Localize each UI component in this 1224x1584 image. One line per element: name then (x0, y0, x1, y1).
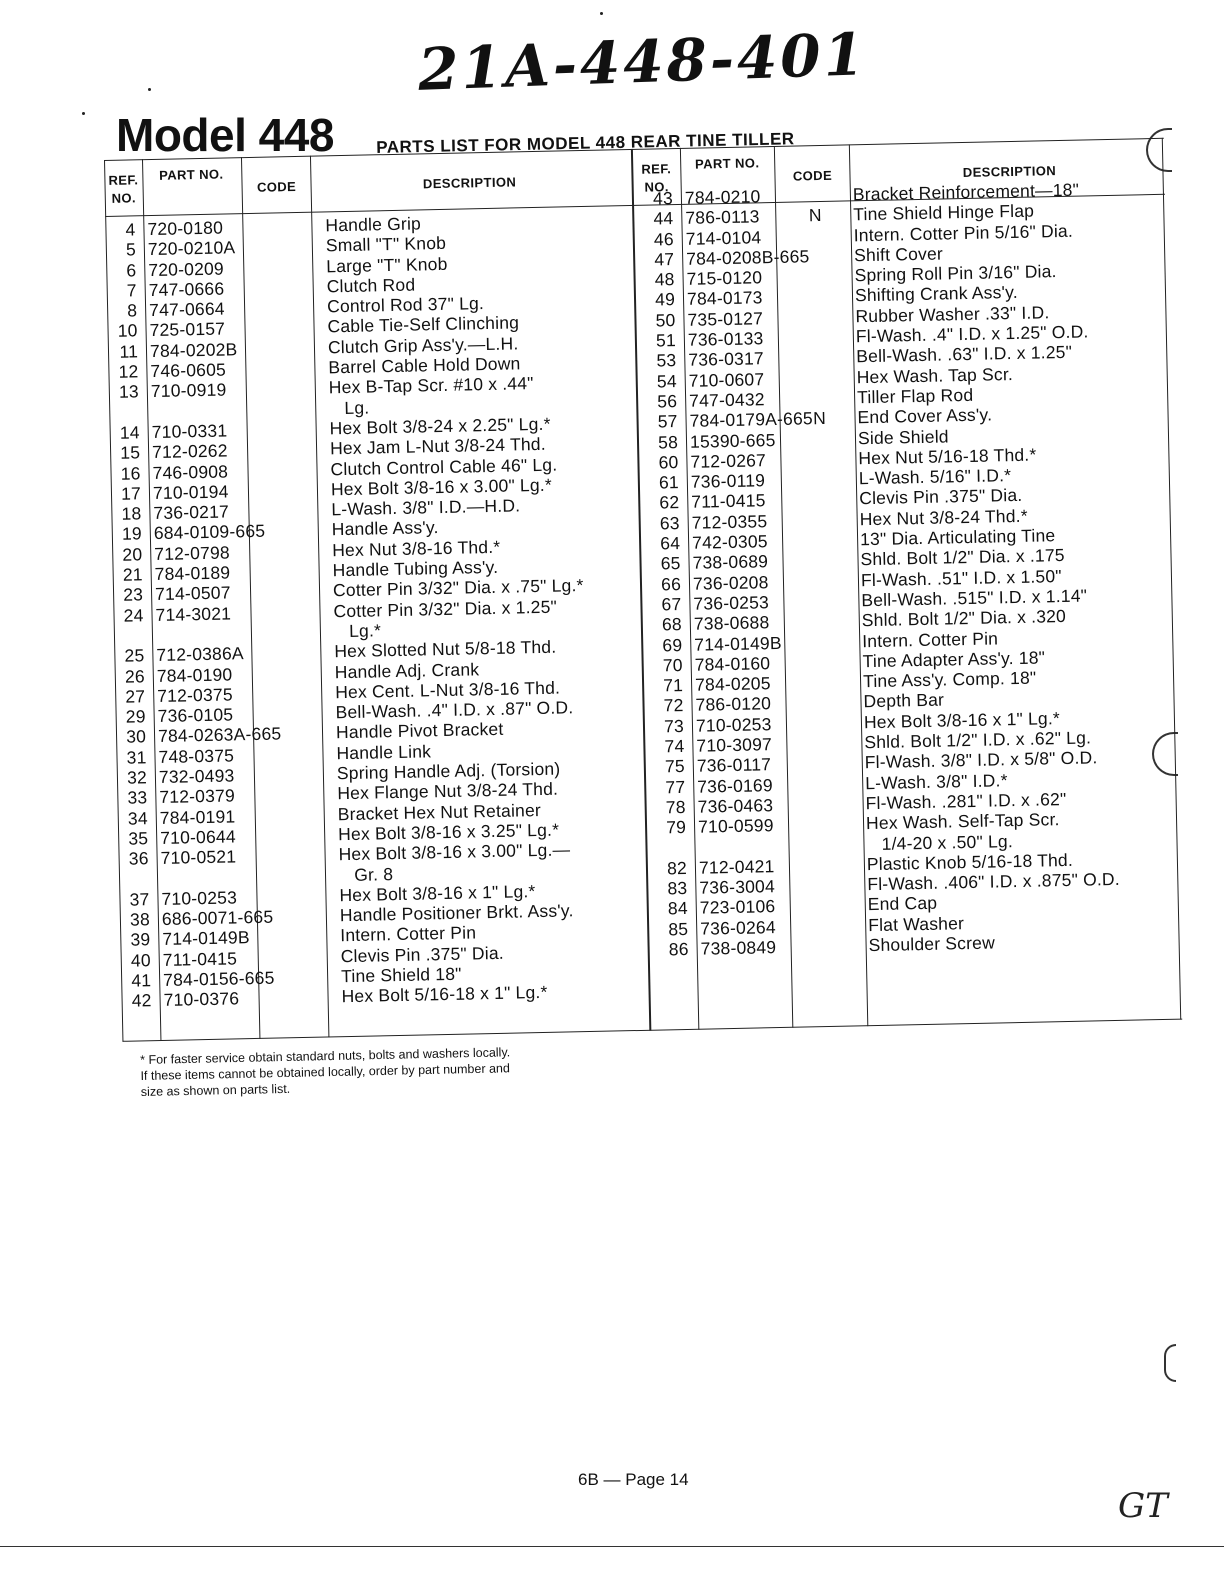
ref-no-cell: 20 (122, 544, 143, 565)
code-cell (799, 367, 839, 388)
part-no-cell: 738-0849 (700, 937, 777, 959)
description-cell: Hex Bolt 3/8-16 x 3.00" Lg.— (338, 839, 571, 865)
part-no-cell: 714-3021 (155, 603, 232, 625)
ref-no-cell: 24 (123, 604, 144, 626)
description-cell: Handle Positioner Brkt. Ass'y. (339, 900, 574, 926)
ref-no-cell: 30 (126, 726, 147, 748)
part-no-cell: 736-0133 (687, 328, 764, 350)
description-cell: Clevis Pin .375" Dia. (859, 485, 1023, 509)
description-cell: Clutch Rod (326, 274, 416, 297)
part-no-cell: 736-0208 (692, 571, 769, 594)
description-cell: Bracket Hex Nut Retainer (337, 799, 542, 824)
footnote-line: * For faster service obtain standard nuts, bolts and washers locally. (140, 1045, 511, 1067)
part-no-cell: 736-0463 (697, 795, 774, 817)
ref-no-cell: 77 (665, 776, 686, 797)
part-no-cell: 715-0120 (686, 267, 763, 290)
part-no-cell: 710-3097 (696, 734, 773, 756)
code-cell (805, 672, 845, 693)
parts-table (104, 138, 1182, 1042)
part-no-cell: 720-0209 (148, 258, 225, 280)
right-description-column (853, 178, 1174, 955)
part-no-cell: 784-0190 (156, 663, 233, 686)
parts-list-heading: PARTS LIST FOR MODEL 448 REAR TINE TILLER (376, 129, 795, 157)
part-no-cell: 735-0127 (687, 308, 764, 330)
description-cell: Hex Nut 3/8-24 Thd.* (859, 505, 1028, 530)
part-no-cell: 710-0599 (697, 815, 774, 837)
code-cell (807, 773, 847, 794)
description-cell: Tine Shield 18" (340, 963, 462, 987)
footnote-line: If these items cannot be obtained locally, order by part number and (140, 1061, 511, 1083)
description-cell: Handle Adj. Crank (334, 658, 480, 682)
ref-no-cell: 39 (130, 929, 151, 951)
left-description-column (325, 209, 642, 1007)
part-no-cell: 746-0605 (150, 359, 227, 382)
ref-no-cell: 5 (125, 239, 137, 260)
description-cell: Hex Wash. Tap Scr. (856, 363, 1014, 387)
part-no-cell: 710-0919 (150, 379, 227, 402)
ref-no-cell: 79 (666, 817, 687, 838)
description-cell: Handle Pivot Bracket (335, 719, 504, 743)
description-cell: Handle Ass'y. (331, 517, 439, 540)
code-cell (809, 875, 849, 896)
part-no-cell: 784-0189 (154, 562, 231, 585)
part-no-cell: 736-0119 (690, 470, 766, 492)
description-cell: Small "T" Knob (325, 233, 447, 256)
ref-no-cell: 70 (662, 654, 683, 676)
ref-no-cell: 35 (128, 828, 149, 849)
ref-no-cell: 16 (120, 462, 141, 484)
part-no-cell: 784-0173 (686, 287, 763, 310)
part-no-cell: 712-0379 (159, 785, 236, 808)
code-cell (805, 692, 845, 713)
description-cell: 13" Dia. Articulating Tine (859, 525, 1056, 550)
description-cell: Hex B-Tap Scr. #10 x .44" (328, 373, 534, 398)
code-cell: N (812, 408, 827, 429)
part-no-cell: 784-0202B (149, 339, 238, 361)
description-cell: Handle Tubing Ass'y. (332, 556, 499, 581)
bottom-rule (0, 1546, 1224, 1547)
ref-no-cell: 85 (668, 918, 689, 940)
ref-no-cell: 17 (120, 483, 142, 504)
header-code: CODE (256, 178, 297, 195)
ref-no-cell: 29 (125, 706, 146, 727)
header-ref-no: REF. NO. (641, 161, 672, 195)
part-no-cell: 712-0386A (156, 643, 245, 666)
description-cell: Hex Bolt 3/8-24 x 2.25" Lg.* (329, 413, 551, 439)
description-cell: Depth Bar (863, 689, 945, 712)
code-cell (809, 854, 849, 875)
code-cell: N (808, 205, 822, 226)
code-cell (795, 185, 835, 206)
ref-no-cell: 11 (119, 341, 139, 362)
description-cell: Hex Bolt 3/8-16 x 1" Lg.* (339, 880, 536, 906)
part-no-cell: 712-0262 (151, 440, 228, 463)
part-no-cell: 710-0253 (161, 887, 238, 909)
part-no-cell: 712-0798 (154, 542, 231, 564)
ref-no-cell: 69 (662, 634, 683, 655)
description-cell: Bell-Wash. .4" I.D. x .87" O.D. (335, 697, 574, 723)
part-no-cell: 732-0493 (158, 765, 235, 787)
ref-no-cell: 25 (124, 645, 145, 666)
ref-no-cell: 23 (123, 584, 144, 606)
code-cell (808, 814, 848, 835)
ref-no-cell: 38 (129, 909, 151, 930)
code-cell (799, 388, 839, 409)
ref-no-cell: 10 (117, 320, 138, 342)
description-cell: Hex Slotted Nut 5/8-18 Thd. (334, 636, 557, 662)
code-cell (806, 733, 846, 754)
description-cell: Control Rod 37" Lg. (326, 293, 485, 317)
ref-no-cell: 6 (126, 259, 137, 281)
ref-no-cell: 43 (652, 188, 674, 209)
part-no-cell: 15390-665 (689, 429, 776, 452)
part-no-cell: 725-0157 (149, 318, 226, 341)
part-no-cell: 748-0375 (158, 745, 235, 767)
header-code: CODE (792, 167, 833, 184)
description-cell: Spring Handle Adj. (Torsion) (336, 758, 561, 784)
scan-speck (82, 112, 85, 115)
header-part-no: PART NO. (694, 155, 760, 172)
handwritten-corner-mark: GT (1118, 1486, 1168, 1526)
ref-no-cell: 71 (663, 675, 684, 696)
code-cell (797, 306, 837, 327)
description-cell: Hex Wash. Self-Tap Scr. (865, 809, 1060, 834)
part-no-cell: 720-0180 (147, 217, 224, 240)
description-cell: Hex Cent. L-Nut 3/8-16 Thd. (334, 677, 561, 703)
description-cell: End Cap (867, 893, 938, 915)
description-cell: Shld. Bolt 1/2" I.D. x .62" Lg. (864, 727, 1092, 753)
description-cell: Handle Link (336, 741, 432, 763)
ref-no-cell: 57 (657, 411, 678, 432)
ref-no-cell: 73 (663, 715, 685, 737)
description-cell: Fl-Wash. .4" I.D. x 1.25" O.D. (855, 321, 1089, 347)
code-cell (796, 246, 836, 267)
part-no-cell: 712-0355 (691, 510, 768, 533)
description-cell: Hex Bolt 3/8-16 x 1" Lg.* (863, 707, 1061, 732)
ref-no-cell: 41 (131, 970, 152, 991)
description-cell: Fl-Wash. .281" I.D. x .62" (865, 788, 1067, 814)
code-cell (801, 509, 841, 530)
description-cell: Tine Shield Hinge Flap (853, 200, 1035, 225)
ref-no-cell: 83 (667, 878, 688, 899)
ref-no-cell: 86 (668, 938, 689, 960)
header-description: DESCRIPTION (962, 163, 1057, 181)
scan-speck (600, 12, 603, 15)
code-cell (797, 286, 837, 307)
part-no-cell: 712-0375 (157, 684, 233, 706)
part-no-cell: 711-0415 (162, 948, 238, 970)
description-cell: Shld. Bolt 1/2" Dia. x .320 (861, 606, 1067, 631)
page-number: 6B — Page 14 (578, 1470, 689, 1489)
code-cell (804, 651, 844, 672)
description-cell: Shift Cover (853, 243, 944, 266)
ref-no-cell: 44 (653, 208, 674, 229)
ref-no-cell: 7 (126, 280, 137, 301)
description-cell: Plastic Knob 5/16-18 Thd. (866, 849, 1074, 874)
part-no-cell: 736-0117 (696, 754, 772, 777)
ref-no-cell: 74 (664, 735, 685, 757)
ref-no-cell: 13 (118, 381, 140, 403)
description-cell: Lg.* (333, 620, 382, 642)
part-no-cell: 712-0421 (698, 855, 775, 878)
ref-no-cell: 40 (130, 949, 151, 971)
description-cell: Tine Ass'y. Comp. 18" (862, 667, 1037, 692)
code-cell (800, 449, 840, 470)
ref-no-cell: 36 (128, 848, 149, 869)
ref-no-cell: 42 (131, 990, 152, 1011)
part-no-cell: 747-0664 (148, 298, 225, 321)
part-no-cell: 784-0208B-665 (685, 246, 810, 269)
ref-no-cell: 62 (659, 492, 680, 513)
description-cell: Cable Tie-Self Clinching (327, 312, 520, 337)
code-cell (796, 266, 836, 287)
ref-no-cell: 67 (661, 593, 682, 615)
description-cell: Hex Nut 5/16-18 Thd.* (858, 444, 1037, 469)
part-no-cell: 738-0688 (693, 612, 770, 634)
description-cell: Hex Bolt 3/8-16 x 3.25" Lg.* (337, 819, 560, 845)
footnote-line: size as shown on parts list. (140, 1081, 291, 1099)
code-cell (806, 712, 846, 733)
ref-no-cell: 32 (126, 767, 148, 788)
ref-no-cell: 75 (664, 756, 686, 777)
part-no-cell: 784-0191 (159, 806, 236, 828)
description-cell: Barrel Cable Hold Down (328, 353, 521, 378)
ref-no-cell: 64 (660, 533, 681, 554)
ref-no-cell: 56 (657, 391, 678, 412)
description-cell: Flat Washer (867, 912, 965, 935)
description-cell: Intern. Cotter Pin (340, 922, 477, 946)
code-cell (810, 895, 850, 916)
ref-no-cell: 65 (660, 553, 681, 574)
description-cell: Bell-Wash. .63" I.D. x 1.25" (856, 342, 1073, 367)
part-no-cell: 736-0253 (693, 592, 770, 614)
code-cell (796, 225, 836, 246)
part-no-cell: 747-0666 (148, 278, 225, 300)
scan-speck (148, 88, 151, 91)
ref-no-cell: 31 (126, 746, 147, 768)
binder-hole-mark (1164, 1344, 1176, 1382)
ref-no-cell: 14 (119, 422, 140, 443)
part-no-cell: 784-0210 (684, 186, 761, 208)
header-part-no: PART NO. (158, 166, 224, 183)
ref-no-cell: 48 (654, 269, 675, 290)
ref-no-cell (648, 837, 686, 858)
part-no-cell: 784-0160 (694, 652, 771, 675)
ref-no-cell: 53 (656, 350, 677, 371)
ref-no-cell (109, 402, 139, 423)
part-no-cell: 686-0071-665 (161, 906, 274, 930)
handwritten-model-id: 21A-448-401 (416, 20, 869, 104)
code-cell (803, 591, 843, 612)
description-cell: Shifting Crank Ass'y. (854, 282, 1019, 306)
part-no-cell: 747-0432 (688, 389, 765, 411)
part-no-cell: 684-0109-665 (153, 521, 266, 544)
part-no-cell: 710-0331 (151, 420, 228, 443)
code-cell (810, 915, 850, 936)
part-no-cell: 710-0194 (152, 481, 229, 503)
ref-no-cell (114, 625, 144, 646)
description-cell: Cotter Pin 3/32" Dia. x 1.25" (333, 596, 558, 621)
part-no-cell: 784-0205 (694, 673, 771, 695)
left-part-column (147, 216, 324, 1011)
description-cell: Fl-Wash. .406" I.D. x .875" O.D. (867, 868, 1121, 895)
ref-no-cell: 50 (655, 309, 676, 331)
description-cell: Bell-Wash. .515" I.D. x 1.14" (861, 585, 1088, 611)
part-no-cell: 736-3004 (699, 876, 776, 898)
ref-no-cell: 51 (655, 330, 677, 351)
ref-no-cell: 49 (654, 289, 676, 310)
footnote (140, 1044, 511, 1100)
part-no-cell: 710-0607 (688, 368, 765, 391)
ref-no-cell: 12 (118, 361, 139, 382)
ref-no-cell: 47 (654, 248, 675, 270)
code-cell (807, 793, 847, 814)
part-no-cell: 711-0415 (691, 490, 766, 513)
part-no-cell: 736-0217 (153, 501, 230, 524)
ref-no-cell: 60 (658, 451, 679, 473)
description-cell: Hex Bolt 3/8-16 x 3.00" Lg.* (330, 474, 553, 500)
part-no-cell: 784-0179A-665 (689, 408, 814, 432)
part-no-cell: 736-0169 (697, 774, 774, 797)
ref-no-cell: 26 (124, 665, 146, 687)
description-cell: Intern. Cotter Pin 5/16" Dia. (853, 220, 1074, 245)
code-cell (810, 936, 850, 957)
part-no-cell: 736-0105 (157, 704, 234, 727)
part-no-cell: 786-0120 (695, 693, 772, 716)
code-cell (804, 611, 844, 632)
code-cell (808, 834, 848, 855)
code-cell (801, 489, 841, 510)
description-cell: Hex Flange Nut 3/8-24 Thd. (337, 778, 559, 804)
ref-no-cell: 58 (657, 431, 679, 453)
description-cell: Clutch Grip Ass'y.—L.H. (327, 333, 519, 358)
part-no-cell: 738-0689 (692, 551, 769, 574)
part-no-cell: 712-0267 (690, 450, 767, 472)
description-cell: Gr. 8 (338, 863, 394, 885)
code-cell (800, 428, 840, 449)
description-cell: Tine Adapter Ass'y. 18" (862, 647, 1046, 672)
description-cell: Intern. Cotter Pin (862, 627, 999, 651)
ref-no-cell: 72 (663, 695, 684, 716)
description-cell: Bracket Reinforcement—18" (852, 179, 1080, 205)
description-cell: Hex Bolt 5/16-18 x 1" Lg.* (341, 982, 548, 1007)
ref-no-cell (119, 869, 149, 890)
description-cell: Rubber Washer .33" I.D. (855, 302, 1050, 327)
part-no-cell: 723-0106 (699, 896, 776, 919)
description-cell: Lg. (329, 397, 370, 419)
description-cell: Large "T" Knob (326, 253, 448, 276)
part-no-cell: 714-0104 (685, 226, 762, 249)
ref-no-cell: 68 (661, 614, 683, 635)
code-cell (804, 631, 844, 652)
ref-no-cell: 54 (656, 370, 677, 392)
code-cell (803, 570, 843, 591)
ref-no-cell: 84 (667, 898, 689, 919)
description-cell: Clevis Pin .375" Dia. (340, 942, 505, 966)
ref-no-cell: 66 (660, 573, 682, 595)
description-cell: Cotter Pin 3/32" Dia. x .75" Lg.* (332, 575, 584, 601)
description-cell: Hex Jam L-Nut 3/8-24 Thd. (329, 434, 547, 459)
description-cell: Shoulder Screw (868, 932, 996, 956)
part-no-cell: 784-0156-665 (162, 967, 275, 990)
description-cell: Spring Roll Pin 3/16" Dia. (854, 261, 1057, 286)
part-no-cell: 736-0264 (700, 916, 776, 939)
ref-no-cell: 34 (127, 807, 148, 829)
ref-no-cell: 18 (121, 503, 142, 524)
ref-no-cell: 61 (658, 472, 680, 493)
description-cell: Clutch Control Cable 46" Lg. (330, 454, 558, 479)
code-cell (802, 530, 842, 551)
code-cell (802, 550, 842, 571)
code-cell (798, 327, 838, 348)
part-no-cell: 786-0113 (685, 206, 760, 229)
ref-no-cell: 8 (127, 300, 138, 321)
part-no-cell: 746-0908 (152, 461, 229, 483)
part-no-cell: 710-0253 (695, 713, 772, 736)
code-cell (807, 753, 847, 774)
description-cell: L-Wash. 3/8" I.D.—H.D. (331, 495, 521, 520)
ref-no-cell: 19 (121, 523, 143, 545)
description-cell: L-Wash. 5/16" I.D.* (858, 465, 1012, 489)
part-no-cell: 714-0149B (694, 632, 782, 655)
model-title: Model 448 (116, 109, 334, 161)
description-cell: Side Shield (857, 425, 949, 448)
header-description: DESCRIPTION (422, 174, 517, 192)
description-cell: Tiller Flap Rod (856, 384, 974, 408)
description-cell: Fl-Wash. .51" I.D. x 1.50" (860, 565, 1062, 590)
part-no-cell: 714-0507 (154, 582, 231, 605)
description-cell: Handle Grip (325, 213, 422, 236)
part-no-cell: 710-0644 (159, 826, 236, 848)
description-cell: 1/4-20 x .50" Lg. (866, 830, 1014, 854)
part-no-cell: 714-0149B (162, 927, 250, 950)
part-no-cell: 710-0376 (163, 988, 240, 1011)
description-cell: Fl-Wash. 3/8" I.D. x 5/8" O.D. (864, 747, 1098, 773)
part-no-cell: 736-0317 (688, 348, 765, 371)
ref-no-cell: 21 (122, 564, 143, 585)
code-cell (801, 469, 841, 490)
description-cell: L-Wash. 3/8" I.D.* (865, 769, 1008, 793)
part-no-cell: 784-0263A-665 (157, 723, 282, 747)
ref-no-cell: 46 (653, 228, 674, 250)
part-no-cell: 720-0210A (147, 237, 236, 260)
description-cell: Shld. Bolt 1/2" Dia. x .175 (860, 545, 1065, 570)
ref-no-cell: 37 (129, 889, 150, 910)
description-cell: End Cover Ass'y. (857, 404, 993, 428)
part-no-cell: 710-0521 (160, 846, 237, 869)
ref-no-cell: 15 (120, 442, 141, 463)
ref-no-cell: 82 (666, 857, 688, 879)
part-no-cell: 742-0305 (691, 531, 768, 553)
ref-no-cell: 33 (127, 787, 148, 808)
ref-no-cell: 27 (125, 686, 146, 707)
ref-no-cell: 78 (665, 796, 686, 818)
ref-no-cell: 63 (659, 512, 680, 534)
description-cell: Hex Nut 3/8-16 Thd.* (332, 536, 501, 561)
ref-no-cell: 4 (125, 219, 136, 240)
code-cell (798, 347, 838, 368)
header-ref-no: REF. NO. (108, 172, 139, 206)
